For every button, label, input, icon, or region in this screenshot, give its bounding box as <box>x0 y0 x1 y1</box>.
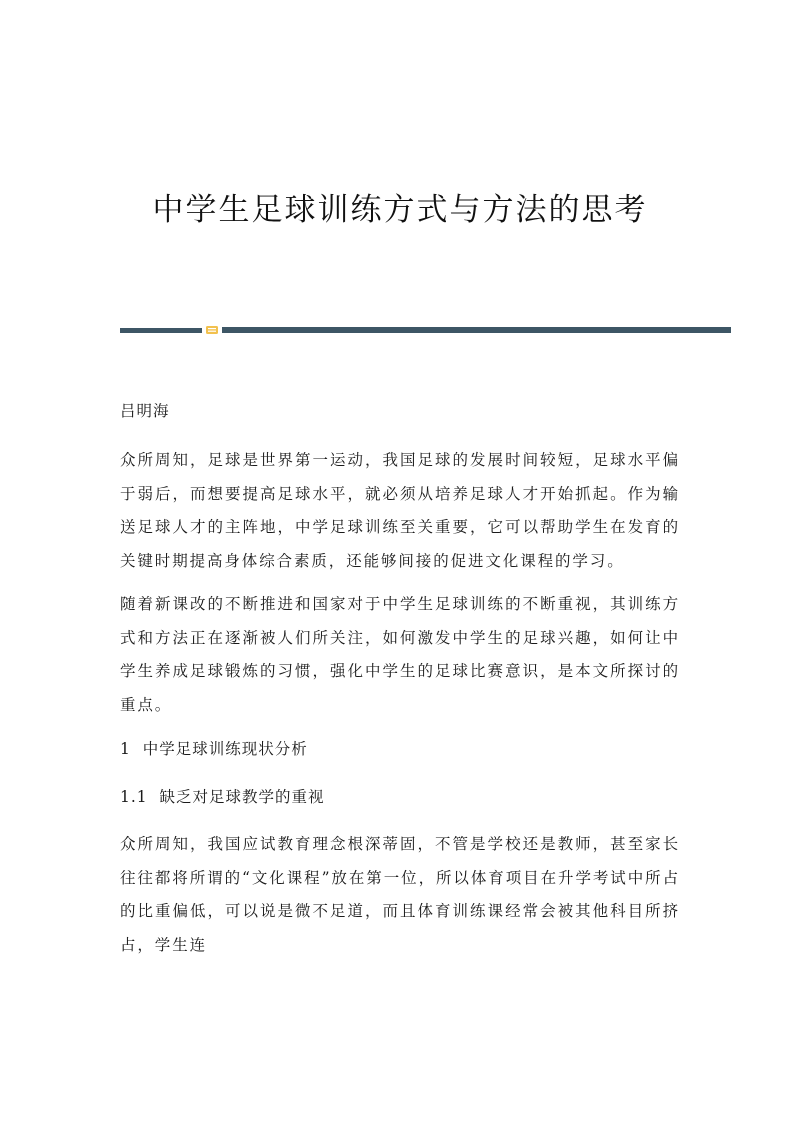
divider-right-bar <box>222 327 731 333</box>
divider-emblem-icon <box>205 325 219 335</box>
title-divider <box>120 325 731 335</box>
body-paragraph: 随着新课改的不断推进和国家对于中学生足球训练的不断重视，其训练方式和方法正在逐渐被人们所关注，如何激发中学生的足球兴趣，如何让中学生养成足球锻炼的习惯，强化中学生的足球比赛意识，是本文所探讨的重点。 <box>120 595 680 714</box>
body-paragraph: 众所周知，我国应试教育理念根深蒂固，不管是学校还是教师，甚至家长往往都将所谓的“文化课程”放在第一位，所以体育项目在升学考试中所占的比重偏低，可以说是微不足道，而且体育训练课经常会被其他科目所挤占，学生连 <box>120 835 680 954</box>
author-name: 吕明海 <box>120 402 170 420</box>
document-body <box>120 396 680 972</box>
body-paragraph: 众所周知，足球是世界第一运动，我国足球的发展时间较短，足球水平偏于弱后，而想要提高足球水平，就必须从培养足球人才开始抓起。作为输送足球人才的主阵地，中学足球训练至关重要，它可以帮助学生在发育的关键时期提高身体综合素质，还能够间接的促进文化课程的学习。 <box>120 451 680 570</box>
divider-left-bar <box>120 328 202 333</box>
section-heading: 1 中学足球训练现状分析 <box>120 740 308 758</box>
subsection-heading: 1.1 缺乏对足球教学的重视 <box>120 788 325 806</box>
document-title: 中学生足球训练方式与方法的思考 <box>152 192 648 228</box>
